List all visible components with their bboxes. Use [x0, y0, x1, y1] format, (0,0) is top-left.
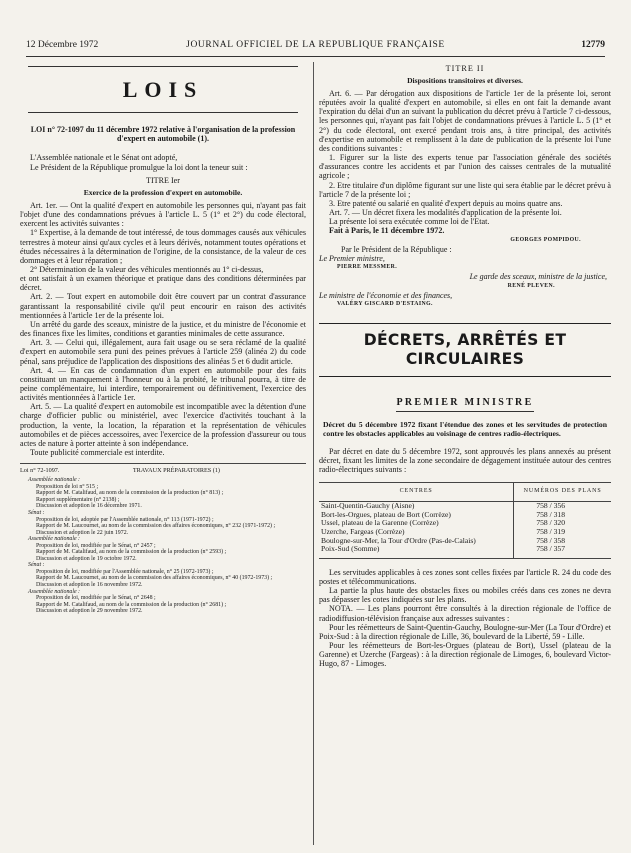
travaux-item: Rapport de M. Laucournet, au nom de la commission des affaires économiques, n° 40 (1972-1973) ;: [36, 575, 273, 582]
travaux-item: Discussion et adoption le 16 novembre 1972.: [36, 582, 143, 588]
travaux-item: Proposition de loi, modifiée par l'Assemblée nationale, n° 25 (1972-1973) ;: [36, 568, 214, 575]
signature-pompidou: GEORGES POMPIDOU.: [510, 236, 581, 243]
fait-a-paris: Fait à Paris, le 11 décembre 1972.: [329, 226, 445, 236]
centre-name: Bort-les-Orgues, plateau de Bort (Corrèze): [319, 511, 514, 520]
travaux-item: Rapport de M. Catalifaud, au nom de la commission de la production (n° 2681) ;: [36, 601, 227, 608]
travaux-loi-number: Loi n° 72-1097.: [20, 467, 60, 475]
par-le-president: Par le Président de la République :: [341, 244, 452, 254]
travaux-item: Rapport de M. Catalifaud, au nom de la commission de la production (n° 2593) ;: [36, 549, 227, 556]
travaux-item: Discussion et adoption le 22 juin 1972.: [36, 529, 129, 536]
page-header: [26, 40, 605, 54]
article-6-condition-2: 2. Etre titulaire d'un diplôme figurant sur une liste qui sera établie par le décret prévu à l'article 7 de la présente loi ;: [319, 180, 611, 199]
article-1: Art. 1er. — Ont la qualité d'expert en automobile les personnes qui, n'ayant pas fait l'objet d'une des condamnations prévues à l'article L. 5 (1° et 2°) du code électoral, exercent les activités suivantes :: [20, 200, 306, 229]
travaux-item: Proposition de loi, modifiée par le Sénat, n° 2648 ;: [36, 595, 156, 602]
premier-ministre-label: Le Premier ministre,: [319, 253, 385, 263]
travaux-item: Rapport de M. Catalifaud, au nom de la commission de la production (n° 813) ;: [36, 490, 224, 497]
titre-2: TITRE II: [445, 64, 485, 73]
intro-adopte: L'Assemblée nationale et le Sénat ont adopté,: [30, 153, 178, 163]
right-column: [319, 62, 611, 849]
article-6-condition-1: 1. Figurer sur la liste des experts tenue par l'association générale des sociétés d'assurances contre les accidents et par l'union des caisses centrales de la mutualité agricole ;: [319, 153, 611, 181]
titre-1-subtitle: Exercice de la profession d'expert en automobile.: [83, 187, 243, 197]
header-date: 12 Décembre 1972: [26, 40, 99, 50]
article-1-point-1: 1° Expertise, à la demande de tout intéressé, de tous dommages causés aux véhicules terrestres à moteur ainsi qu'aux cycles et à leurs dérivés, notamment toutes opérations et études nécessaires à la détermination de l'origine, de la consistance, de la valeur de ces dommages et à leur réparation ;: [20, 228, 306, 265]
adresse-limoges: Pour les réémetteurs de Bort-les-Orgues (plateau de Bort), Ussel (plateau de la Garenne) et Uzerche (Fargeas) : à la direction régionale de Limoges, 6, boulevard Victor-Hugo, 87 - Limoges.: [319, 641, 611, 669]
header-page-number: 12779: [581, 40, 605, 50]
premier-ministre-title: PREMIER MINISTRE: [396, 397, 533, 412]
centre-name: Saint-Quentin-Gauchy (Aisne): [319, 502, 514, 511]
article-7: Art. 7. — Un décret fixera les modalités d'application de la présente loi.: [329, 208, 562, 218]
plan-number: 758 / 320: [536, 518, 566, 528]
travaux-item: Discussion et adoption le 16 décembre 1971.: [36, 503, 142, 510]
travaux-item: Discussion et adoption le 19 octobre 1972.: [36, 555, 137, 562]
article-1-conclusion: et ont satisfait à un examen théorique et pratique dans des conditions déterminées par décret.: [20, 274, 306, 293]
centre-name: Boulogne-sur-Mer, la Tour d'Ordre (Pas-de-Calais): [319, 537, 514, 546]
intro-promulgue: Le Président de la République promulgue la loi dont la teneur suit :: [30, 162, 248, 172]
decret-intro: Par décret en date du 5 décembre 1972, sont approuvés les plans annexés au présent décret, fixant les limites de la zone secondaire de dégagement instituée autour des centres radio-électriques suivants :: [319, 446, 611, 475]
plan-number: 758 / 357: [514, 545, 611, 558]
nota-paragraph: NOTA. — Les plans pourront être consultés à la direction régionale de l'office de radiodiffusion-télévision française aux adresses suivantes :: [319, 604, 611, 623]
article-3: Art. 3. — Celui qui, illégalement, aura fait usage ou se sera réclamé de la qualité d'expert en automobile sera puni des peines prévues à l'article 259 (alinéa 2) du code pénal, sans préjudice de l'application des dispositions des alinéas 5 et 6 dudit article.: [20, 338, 306, 366]
travaux-item: Proposition de loi, adoptée par l'Assemblée nationale, n° 113 (1971-1972) ;: [36, 516, 214, 523]
article-5-publicite: Toute publicité commerciale est interdite.: [30, 448, 165, 458]
executee-line: La présente loi sera exécutée comme loi de l'Etat.: [329, 217, 490, 227]
signature-messmer: PIERRE MESSMER.: [337, 264, 398, 271]
decret-title: Décret du 5 décembre 1972 fixant l'étendue des zones et les servitudes de protection contre les obstacles applicables au voisinage de centres radio-électriques.: [323, 420, 607, 438]
article-6-condition-3: 3. Etre patenté ou salarié en qualité d'expert depuis au moins quatre ans.: [329, 198, 563, 208]
column-divider: [313, 62, 314, 845]
article-2: Art. 2. — Tout expert en automobile doit être couvert par un contrat d'assurance garantissant la responsabilité civile qu'il peut encourir en raison des activités mentionnées à l'article 1er de la présente loi.: [20, 292, 306, 320]
header-rule: [26, 56, 605, 57]
centre-name: Ussel, plateau de la Garenne (Corrèze): [319, 519, 514, 528]
travaux-chamber: Sénat :: [28, 562, 45, 569]
article-6: Art. 6. — Par dérogation aux dispositions de l'article 1er de la présente loi, seront réputées avoir la qualité d'expert en automobile, si elles en ont fait la demande avant l'expiration du délai d'un an suivant la publication du décret prévu à l'article 7 ci-dessous, les personnes qui, n'ayant pas fait l'objet de condamnations prévues à l'article L. 5 (1° et 2°) du code électoral, ont exercé pendant trois ans, à titre principal, des activités d'expertise en automobile et remplissent à la date de publication de la présente loi l'une des conditions suivantes :: [319, 89, 611, 153]
ministre-economie-label: Le ministre de l'économie et des finances,: [319, 290, 453, 300]
titre-1: TITRE Ier: [146, 175, 180, 185]
table-row: [319, 545, 611, 558]
loi-title: LOI n° 72-1097 du 11 décembre 1972 relative à l'organisation de la profession d'expert en automobile (1).: [30, 125, 296, 144]
article-5: Art. 5. — La qualité d'expert en automobile est incompatible avec la détention d'une charge d'officier public ou ministériel, avec l'exercice d'activités touchant à la production, la vente, la location, la réparation et la représentation de véhicules automobiles et de pièces accessoires, avec l'exercice de la profession d'assureur ou tous actes de nature à porter atteinte à son indépendance.: [20, 402, 306, 448]
centres-table: [319, 482, 611, 559]
signature-giscard: VALÉRY GISCARD D'ESTAING.: [337, 300, 433, 307]
table-header-plans: NUMÉROS DES PLANS: [514, 483, 611, 502]
travaux-item: Discussion et adoption le 29 novembre 1972.: [36, 608, 143, 615]
travaux-chamber: Assemblée nationale :: [28, 588, 81, 595]
article-2-arrete: Un arrêté du garde des sceaux, ministre de la justice, et du ministre de l'économie et des finances fixe les limites, conditions et garanties minimales de cette assurance.: [20, 319, 306, 339]
decrets-banner: [319, 323, 611, 377]
centre-name: Poix-Sud (Somme): [319, 545, 514, 558]
partie-paragraph: La partie la plus haute des obstacles fixes ou mobiles créés dans ces zones ne devra pas dépasser les cotes indiquées sur les plans.: [319, 586, 611, 605]
decrets-title: DÉCRETS, ARRÊTÉS ET CIRCULAIRES: [363, 331, 567, 369]
signatures: [319, 236, 611, 310]
plan-number: 758 / 358: [536, 535, 566, 545]
travaux-item: Proposition de loi n° 515 ;: [36, 483, 99, 490]
travaux-chamber: Assemblée nationale :: [28, 536, 81, 543]
article-1-point-2: 2° Détermination de la valeur des véhicules mentionnés au 1° ci-dessus,: [30, 264, 264, 274]
header-journal: JOURNAL OFFICIEL DE LA REPUBLIQUE FRANÇAISE: [186, 40, 445, 50]
servitudes-paragraph: Les servitudes applicables à ces zones sont celles fixées par l'article R. 24 du code des postes et télécommunications.: [319, 567, 611, 586]
travaux-chamber: Sénat :: [28, 509, 45, 516]
adresse-lille: Pour les réémetteurs de Saint-Quentin-Gauchy, Boulogne-sur-Mer (La Tour d'Ordre) et Poix-Sud : à la direction régionale de Lille, 36, boulevard de la Liberté, 59 - Lille.: [319, 622, 611, 641]
plan-number: 758 / 318: [536, 509, 566, 519]
travaux-item: Rapport supplémentaire (n° 2138) ;: [36, 496, 120, 503]
left-column: [20, 62, 306, 849]
article-4: Art. 4. — En cas de condamnation d'un expert en automobile pour des faits constituant un manquement à l'honneur ou à la probité, le tribunal pourra, à titre de peine complémentaire, lui interdire, temporairement ou définitivement, l'exercice des activités mentionnées à l'article 1er.: [20, 365, 306, 403]
plan-number: 758 / 319: [536, 526, 566, 536]
table-header-centres: CENTRES: [319, 483, 514, 502]
travaux-list: [20, 477, 306, 614]
travaux-chamber: Assemblée nationale :: [28, 477, 81, 484]
garde-des-sceaux-label: Le garde des sceaux, ministre de la justice,: [469, 272, 607, 282]
travaux-item: Proposition de loi, modifiée par le Sénat, n° 2457 ;: [36, 542, 156, 549]
premier-ministre-heading: [319, 392, 611, 410]
lois-title: LOIS: [122, 77, 204, 102]
titre-2-subtitle: Dispositions transitoires et diverses.: [407, 76, 523, 85]
centre-name: Uzerche, Fargeas (Corrèze): [319, 528, 514, 537]
lois-banner: [28, 66, 298, 113]
travaux-header: [20, 467, 220, 474]
signature-pleven: RENÉ PLEVEN.: [507, 282, 555, 289]
plan-number: 758 / 356: [536, 501, 566, 511]
travaux-title: TRAVAUX PRÉPARATOIRES (1): [132, 467, 220, 475]
travaux-item: Rapport de M. Laucournet, au nom de la commission des affaires économiques, n° 232 (1971-1972) ;: [36, 523, 276, 530]
footnote-rule: [20, 463, 306, 464]
